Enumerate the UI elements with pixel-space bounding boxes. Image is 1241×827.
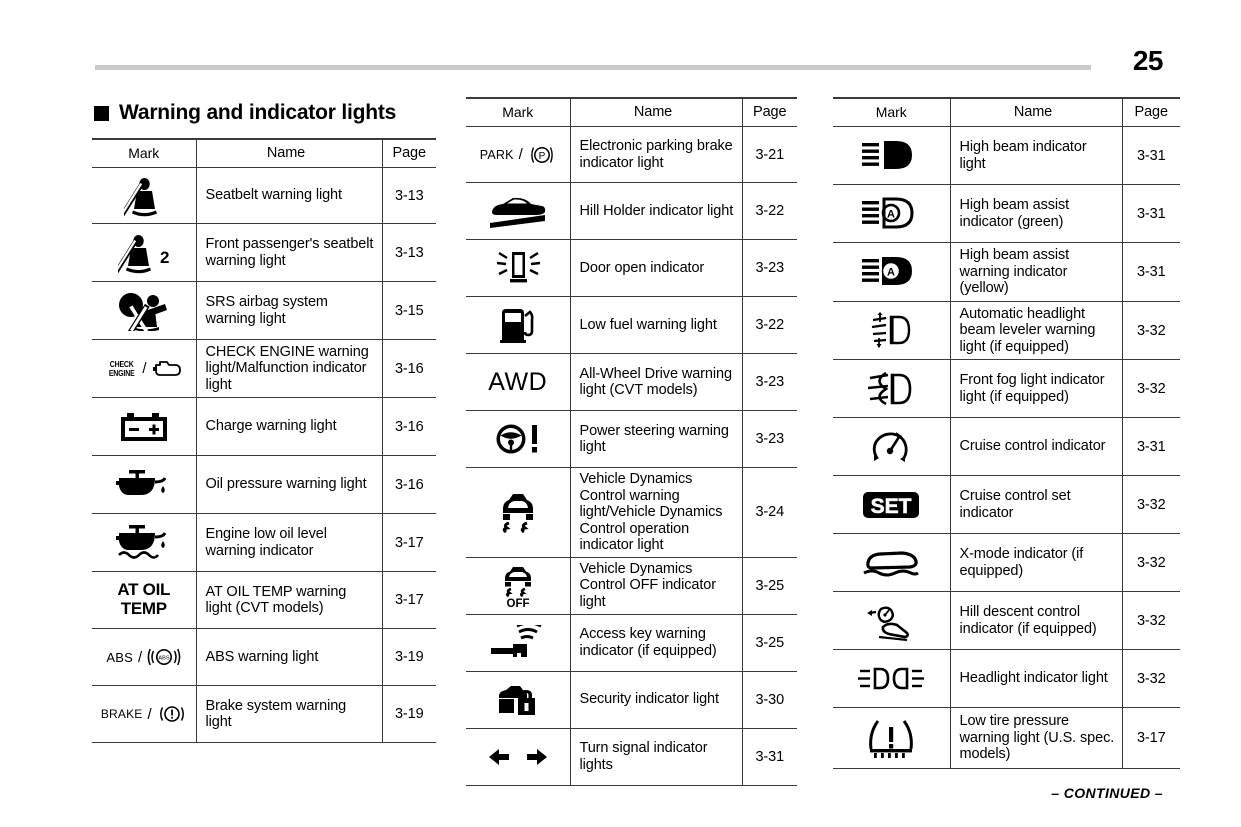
name-cell: Cruise control set indicator	[950, 476, 1122, 534]
headlight-indicator-icon	[855, 666, 927, 692]
table-row	[833, 127, 1180, 185]
page-cell: 3-16	[382, 456, 436, 514]
table-row	[466, 468, 797, 558]
mark-cell	[466, 557, 570, 614]
check-engine-text-label: CHECK ENGINE	[108, 359, 135, 378]
table-row	[833, 243, 1180, 302]
name-cell: Low fuel warning light	[570, 297, 742, 354]
turn-signal-icon	[487, 746, 549, 768]
name-cell: Electronic parking brake indicator light	[570, 127, 742, 183]
mark-cell	[833, 534, 950, 592]
svg-text:A: A	[887, 266, 896, 279]
name-cell: Engine low oil level warning indicator	[196, 514, 382, 572]
awd-icon: AWD	[488, 367, 548, 396]
page-cell: 3-32	[1122, 592, 1180, 650]
page-cell: 3-15	[382, 282, 436, 340]
name-cell: Seatbelt warning light	[196, 168, 382, 224]
mark-cell	[466, 183, 570, 240]
mark-cell	[466, 127, 570, 183]
table-row	[92, 340, 436, 398]
mark-cell	[92, 168, 196, 224]
mark-cell	[833, 476, 950, 534]
svg-text:OFF: OFF	[506, 597, 530, 608]
page-cell: 3-22	[742, 183, 797, 240]
mark-cell	[92, 456, 196, 514]
name-cell: SRS airbag system warning light	[196, 282, 382, 340]
page-cell: 3-16	[382, 340, 436, 398]
continued-footer: – CONTINUED –	[1051, 785, 1163, 801]
table-row	[833, 185, 1180, 243]
table-row	[466, 240, 797, 297]
low-fuel-icon	[498, 306, 538, 344]
warning-lights-table-2	[466, 97, 797, 786]
hill-holder-icon	[487, 194, 549, 228]
name-cell: Vehicle Dynamics Control warning light/Vehicle Dynamics Control operation indicator light	[570, 468, 742, 558]
at-oil-temp-icon: AT OIL TEMP	[117, 580, 171, 618]
table-row	[833, 360, 1180, 418]
page-cell: 3-21	[742, 127, 797, 183]
mark-cell	[92, 629, 196, 686]
mark-cell	[92, 572, 196, 629]
page-cell: 3-17	[1122, 708, 1180, 769]
section-title-text: Warning and indicator lights	[119, 101, 397, 124]
name-cell: Door open indicator	[570, 240, 742, 297]
mark-cell	[466, 728, 570, 785]
table-row	[92, 456, 436, 514]
brake-text-label: BRAKE	[100, 707, 143, 721]
table-row	[833, 476, 1180, 534]
page-cell: 3-23	[742, 411, 797, 468]
name-cell: Security indicator light	[570, 671, 742, 728]
check-engine-icon	[152, 359, 182, 379]
vehicle-dynamics-control-off-icon	[497, 564, 539, 608]
warning-lights-table-1	[92, 138, 436, 743]
header-page: Page	[1122, 98, 1180, 127]
srs-airbag-icon	[115, 291, 173, 331]
name-cell: Brake system warning light	[196, 686, 382, 743]
page-cell: 3-25	[742, 614, 797, 671]
name-cell: ABS warning light	[196, 629, 382, 686]
page-cell: 3-19	[382, 629, 436, 686]
page-cell: 3-23	[742, 354, 797, 411]
column-2	[448, 97, 815, 787]
square-bullet-icon	[94, 106, 109, 121]
svg-text:A: A	[887, 208, 896, 220]
table-row	[466, 297, 797, 354]
column-3	[815, 97, 1180, 787]
table-row	[92, 629, 436, 686]
name-cell: Power steering warning light	[570, 411, 742, 468]
header-name: Name	[950, 98, 1122, 127]
engine-low-oil-level-icon	[115, 524, 173, 562]
name-cell: Vehicle Dynamics Control OFF indicator light	[570, 557, 742, 614]
separator-slash: /	[137, 648, 143, 666]
separator-slash: /	[142, 360, 147, 377]
header-rule	[95, 65, 1091, 70]
mark-cell	[833, 302, 950, 360]
page-cell: 3-32	[1122, 302, 1180, 360]
x-mode-icon	[860, 547, 922, 579]
mark-cell	[833, 418, 950, 476]
page-cell: 3-13	[382, 224, 436, 282]
low-tire-pressure-icon	[866, 717, 916, 759]
page-cell: 3-24	[742, 468, 797, 558]
name-cell: Automatic headlight beam leveler warning light (if equipped)	[950, 302, 1122, 360]
name-cell: Hill Holder indicator light	[570, 183, 742, 240]
header-page: Page	[742, 98, 797, 127]
name-cell: Access key warning indicator (if equipped)	[570, 614, 742, 671]
separator-slash: /	[518, 146, 523, 163]
table-row	[466, 354, 797, 411]
mark-cell	[466, 411, 570, 468]
page-cell: 3-31	[1122, 418, 1180, 476]
table-row	[92, 224, 436, 282]
page-cell: 3-25	[742, 557, 797, 614]
table-row	[833, 418, 1180, 476]
cruise-control-icon	[868, 428, 914, 466]
page-cell: 3-19	[382, 686, 436, 743]
page-cell: 3-32	[1122, 650, 1180, 708]
column-1	[92, 97, 448, 787]
name-cell: High beam assist warning indicator (yellow)	[950, 243, 1122, 302]
mark-cell	[833, 360, 950, 418]
high-beam-assist-yellow-icon	[860, 254, 922, 290]
mark-cell	[466, 614, 570, 671]
page-cell: 3-23	[742, 240, 797, 297]
header-name: Name	[196, 139, 382, 168]
header-name: Name	[570, 98, 742, 127]
table-row	[466, 671, 797, 728]
table-row	[466, 183, 797, 240]
table-row	[92, 168, 436, 224]
page-cell: 3-16	[382, 398, 436, 456]
page-cell: 3-31	[1122, 243, 1180, 302]
svg-text:P: P	[538, 150, 546, 162]
table-row	[466, 127, 797, 183]
front-fog-light-icon	[864, 371, 918, 407]
mark-cell	[92, 224, 196, 282]
mark-cell	[833, 592, 950, 650]
mark-cell	[466, 671, 570, 728]
name-cell: Low tire pressure warning light (U.S. spec. models)	[950, 708, 1122, 769]
hill-descent-control-icon	[863, 601, 919, 641]
abs-icon	[147, 646, 181, 668]
mark-cell	[92, 514, 196, 572]
table-row	[833, 534, 1180, 592]
table-row	[92, 514, 436, 572]
page-cell: 3-17	[382, 514, 436, 572]
name-cell: All-Wheel Drive warning light (CVT models)	[570, 354, 742, 411]
header-mark: Mark	[833, 98, 950, 127]
table-row	[92, 572, 436, 629]
name-cell: Front fog light indicator light (if equipped)	[950, 360, 1122, 418]
page-cell: 3-31	[742, 728, 797, 785]
name-cell: Hill descent control indicator (if equipped)	[950, 592, 1122, 650]
page-cell: 3-22	[742, 297, 797, 354]
table-row	[92, 282, 436, 340]
page-number: 25	[1132, 45, 1163, 76]
door-open-icon	[494, 248, 542, 288]
svg-text:SET: SET	[870, 494, 912, 518]
header-page: Page	[382, 139, 436, 168]
vehicle-dynamics-control-icon	[496, 491, 540, 533]
table-row	[833, 592, 1180, 650]
mark-cell	[833, 243, 950, 302]
table-row	[466, 557, 797, 614]
page-header	[95, 45, 1163, 76]
mark-cell	[833, 708, 950, 769]
page-cell: 3-32	[1122, 534, 1180, 592]
battery-charge-icon	[118, 411, 170, 443]
mark-cell	[833, 650, 950, 708]
cruise-control-set-icon	[860, 489, 922, 521]
abs-text-label: ABS	[106, 649, 133, 665]
name-cell: AT OIL TEMP warning light (CVT models)	[196, 572, 382, 629]
mark-cell	[466, 240, 570, 297]
table-row	[833, 708, 1180, 769]
section-title	[94, 101, 430, 125]
mark-cell	[833, 127, 950, 185]
table-row	[833, 650, 1180, 708]
mark-cell	[92, 282, 196, 340]
oil-pressure-icon	[115, 469, 173, 501]
mark-cell	[92, 398, 196, 456]
table-row	[92, 686, 436, 743]
content-columns	[92, 97, 1168, 787]
separator-slash: /	[147, 705, 152, 723]
table-row	[466, 728, 797, 785]
park-text-label: PARK	[479, 147, 514, 162]
name-cell: Front passenger's seatbelt warning light	[196, 224, 382, 282]
high-beam-icon	[860, 138, 922, 174]
header-mark: Mark	[92, 139, 196, 168]
table-row	[833, 302, 1180, 360]
name-cell: X-mode indicator (if equipped)	[950, 534, 1122, 592]
name-cell: High beam assist indicator (green)	[950, 185, 1122, 243]
mark-cell	[466, 468, 570, 558]
mark-cell	[92, 686, 196, 743]
page-cell: 3-30	[742, 671, 797, 728]
name-cell: CHECK ENGINE warning light/Malfunction indicator light	[196, 340, 382, 398]
electronic-parking-brake-icon	[528, 143, 556, 167]
page-cell: 3-32	[1122, 476, 1180, 534]
table-row	[92, 398, 436, 456]
mark-cell	[833, 185, 950, 243]
table-header-row	[92, 139, 436, 168]
svg-text:ABS: ABS	[158, 655, 170, 662]
warning-lights-table-3	[833, 97, 1180, 769]
power-steering-icon	[494, 422, 542, 456]
table-row	[466, 614, 797, 671]
page-cell: 3-32	[1122, 360, 1180, 418]
name-cell: High beam indicator light	[950, 127, 1122, 185]
mark-cell	[466, 297, 570, 354]
name-cell: Cruise control indicator	[950, 418, 1122, 476]
page-cell: 3-13	[382, 168, 436, 224]
name-cell: Oil pressure warning light	[196, 456, 382, 514]
access-key-icon	[487, 625, 549, 661]
table-row	[466, 411, 797, 468]
name-cell: Headlight indicator light	[950, 650, 1122, 708]
high-beam-assist-green-icon	[860, 196, 922, 232]
header-mark: Mark	[466, 98, 570, 127]
table-header-row	[833, 98, 1180, 127]
page-cell: 3-17	[382, 572, 436, 629]
seatbelt-warning-icon	[124, 175, 164, 217]
front-passenger-seatbelt-warning-icon	[118, 232, 158, 274]
table-header-row	[466, 98, 797, 127]
name-cell: Turn signal indicator lights	[570, 728, 742, 785]
name-cell: Charge warning light	[196, 398, 382, 456]
brake-system-icon	[157, 703, 187, 725]
auto-headlight-beam-leveler-icon	[865, 311, 917, 351]
mark-cell	[92, 340, 196, 398]
passenger-number-label: 2	[160, 247, 170, 267]
page-cell: 3-31	[1122, 127, 1180, 185]
security-lock-icon	[496, 683, 540, 717]
mark-cell	[466, 354, 570, 411]
page-cell: 3-31	[1122, 185, 1180, 243]
